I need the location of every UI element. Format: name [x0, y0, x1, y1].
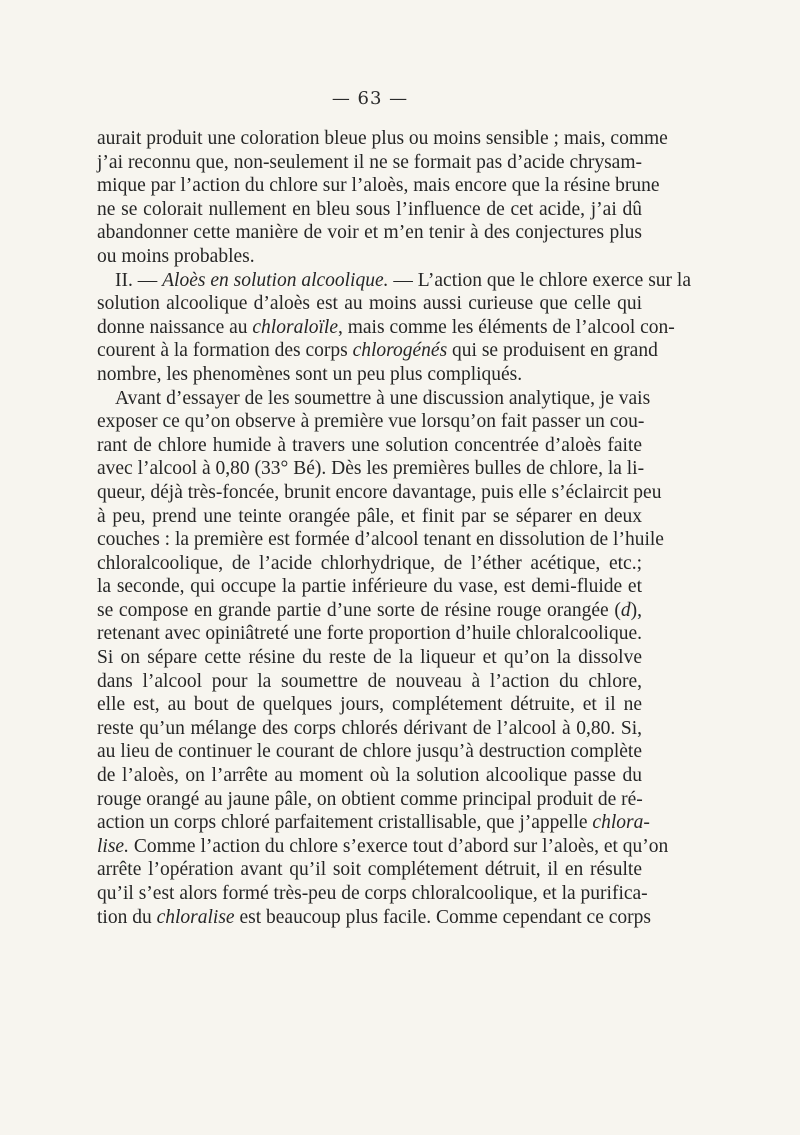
text-line	[97, 811, 650, 835]
text-line	[97, 174, 660, 198]
text-line	[97, 363, 642, 387]
text-run: courent à la formation des corps	[97, 340, 353, 362]
text-run: action un corps chloré parfaitement cristallisable, que j’appelle	[97, 812, 593, 834]
text-line	[97, 316, 675, 340]
text-line	[97, 622, 642, 646]
text-line	[97, 434, 642, 458]
text-run: rant de chlore humide à travers une solution concentrée d’aloès faite	[97, 434, 642, 456]
italic-text: d	[620, 599, 631, 621]
text-run: retenant avec opiniâtreté une forte proportion d’huile chloralcoolique.	[97, 623, 642, 645]
text-line	[97, 693, 642, 717]
text-line	[97, 457, 645, 481]
text-run: donne naissance au	[97, 316, 253, 338]
body-text	[97, 127, 691, 929]
italic-text: Aloès en solution alcoolique.	[162, 269, 389, 291]
text-line	[97, 882, 648, 906]
text-run: ),	[630, 599, 642, 621]
text-run: ou moins probables.	[97, 245, 255, 267]
text-line	[97, 906, 651, 930]
text-run: à peu, prend une teinte orangée pâle, et finit par se séparer en deux	[97, 505, 642, 527]
text-run: — L’action que le chlore exerce sur la	[388, 269, 691, 291]
text-line	[97, 646, 642, 670]
text-run: exposer ce qu’on observe à première vue lorsqu’on fait passer un cou-	[97, 411, 645, 433]
text-line	[97, 788, 642, 812]
text-run: tion du	[97, 906, 157, 928]
text-run: queur, déjà très-foncée, brunit encore davantage, puis elle s’éclaircit peu	[97, 481, 662, 503]
text-run: elle est, au bout de quelques jours, complétement détruite, et il ne	[97, 694, 642, 716]
text-run: nombre, les phenomènes sont un peu plus compliqués.	[97, 363, 523, 385]
text-line	[97, 505, 642, 529]
text-run: au lieu de continuer le courant de chlore jusqu’à destruction complète	[97, 741, 642, 763]
text-line	[97, 599, 642, 623]
text-run: se compose en grande partie d’une sorte de résine rouge orangée (	[97, 599, 621, 621]
text-line	[97, 481, 662, 505]
page-number: — 63 —	[331, 88, 409, 109]
text-line	[97, 835, 669, 859]
text-run: est beaucoup plus facile. Comme cependant ce corps	[234, 906, 651, 928]
text-line	[97, 339, 658, 363]
text-run: solution alcoolique d’aloès est au moins aussi curieuse que celle qui	[97, 293, 642, 315]
text-run: aurait produit une coloration bleue plus ou moins sensible ; mais, comme	[97, 128, 668, 149]
italic-text: chlora-	[592, 812, 650, 834]
text-run: II. —	[115, 269, 163, 291]
text-run: Si on sépare cette résine du reste de la liqueur et qu’on la dissolve	[97, 647, 642, 669]
text-line	[97, 151, 642, 175]
text-run: avec l’alcool à 0,80 (33° Bé). Dès les premières bulles de chlore, la li-	[97, 458, 645, 480]
text-line	[97, 764, 642, 788]
text-run: Comme l’action du chlore s’exerce tout d’abord sur l’aloès, et qu’on	[128, 835, 669, 857]
text-run: couches : la première est formée d’alcool tenant en dissolution de l’huile	[97, 529, 664, 551]
text-line	[97, 858, 642, 882]
text-run: , mais comme les éléments de l’alcool con-	[337, 316, 675, 338]
text-line	[97, 740, 642, 764]
text-run: dans l’alcool pour la soumettre de nouveau à l’action du chlore,	[97, 670, 642, 692]
text-line	[97, 127, 668, 151]
text-run: la seconde, qui occupe la partie inférieure du vase, est demi-fluide et	[97, 576, 642, 598]
text-run: chloralcoolique, de l’acide chlorhydrique, de l’éther acétique, etc.;	[97, 552, 642, 574]
text-run: qui se produisent en grand	[447, 340, 658, 362]
text-line	[97, 245, 642, 269]
text-run: qu’il s’est alors formé très-peu de corps chloralcoolique, et la purifica-	[97, 883, 648, 904]
text-line	[97, 269, 691, 293]
text-line	[97, 528, 664, 552]
italic-text: chloralise	[156, 906, 235, 928]
italic-text: chloraloïle	[252, 316, 338, 338]
text-run: mique par l’action du chlore sur l’aloès, mais encore que la résine brune	[97, 175, 660, 197]
text-line	[97, 198, 642, 222]
text-run: j’ai reconnu que, non-seulement il ne se formait pas d’acide chrysam-	[97, 151, 642, 173]
text-run: de l’aloès, on l’arrête au moment où la solution alcoolique passe du	[97, 765, 642, 787]
text-line	[97, 575, 642, 599]
italic-text: lise.	[97, 835, 129, 857]
text-line	[97, 292, 642, 316]
text-run: arrête l’opération avant qu’il soit complétement détruit, il en résulte	[97, 859, 642, 881]
text-run: rouge orangé au jaune pâle, on obtient comme principal produit de ré-	[97, 788, 643, 810]
text-line	[97, 387, 651, 411]
text-line	[97, 670, 642, 694]
text-line	[97, 410, 645, 434]
text-run: reste qu’un mélange des corps chlorés dérivant de l’alcool à 0,80. Si,	[97, 717, 642, 739]
text-line	[97, 552, 642, 576]
text-line	[97, 717, 642, 741]
text-line	[97, 221, 642, 245]
text-run: abandonner cette manière de voir et m’en tenir à des conjectures plus	[97, 222, 642, 244]
italic-text: chlorogénés	[352, 340, 448, 362]
text-run: ne se colorait nullement en bleu sous l’influence de cet acide, j’ai dû	[97, 198, 642, 220]
text-run: Avant d’essayer de les soumettre à une discussion analytique, je vais	[115, 387, 651, 409]
